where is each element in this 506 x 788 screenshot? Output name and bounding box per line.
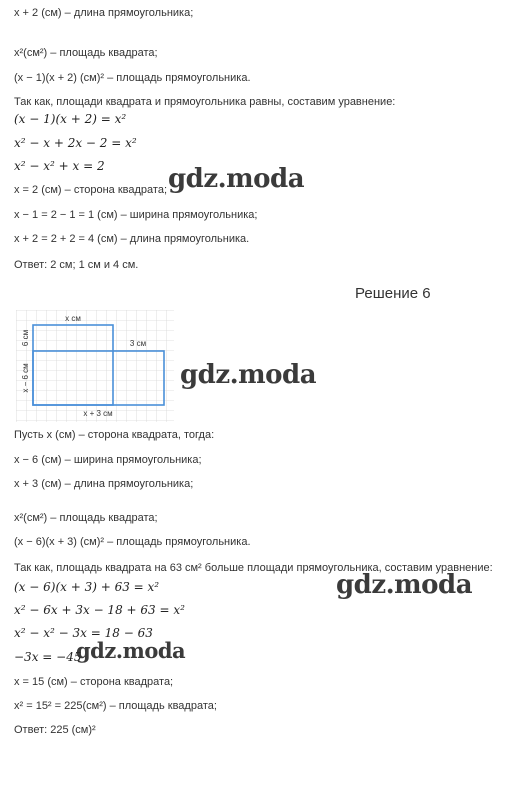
text-line: x − 6 (см) – ширина прямоугольника; <box>14 454 202 466</box>
text-line: (x − 1)(x + 2) (см)² – площадь прямоугольника. <box>14 72 251 84</box>
text-line: x²(см²) – площадь квадрата; <box>14 512 158 524</box>
watermark: gdz.moda <box>168 164 305 194</box>
label-side: x − 6 см <box>21 363 30 393</box>
label-right: 3 см <box>129 339 147 348</box>
equation: (x − 6)(x + 3) + 63 = x² <box>14 580 160 594</box>
text-line: x + 2 = 2 + 2 = 4 (см) – длина прямоугольника. <box>14 233 250 245</box>
watermark: gdz.moda <box>180 360 317 390</box>
watermark: gdz.moda <box>336 570 473 600</box>
answer-line: Ответ: 2 см; 1 см и 4 см. <box>14 259 139 271</box>
text-line: x = 2 (см) – сторона квадрата; <box>14 184 167 196</box>
watermark: gdz.moda <box>76 638 186 663</box>
text-line: x² = 15² = 225(см²) – площадь квадрата; <box>14 700 217 712</box>
text-line: Пусть x (см) – сторона квадрата, тогда: <box>14 429 215 441</box>
label-top: x см <box>65 314 81 323</box>
text-line: Так как, площади квадрата и прямоугольника равны, составим уравнение: <box>14 96 396 108</box>
text-line: x − 1 = 2 − 1 = 1 (см) – ширина прямоугольника; <box>14 209 258 221</box>
equation: −3x = −45 <box>14 650 82 664</box>
equation: x² − 6x + 3x − 18 + 63 = x² <box>14 603 185 617</box>
text-line: x + 2 (см) – длина прямоугольника; <box>14 7 194 19</box>
text-line: x = 15 (см) – сторона квадрата; <box>14 676 174 688</box>
answer-line: Ответ: 225 (см)² <box>14 724 96 736</box>
text-line: (x − 6)(x + 3) (см)² – площадь прямоугольника. <box>14 536 251 548</box>
equation: x² − x² − 3x = 18 − 63 <box>14 626 153 640</box>
equation: (x − 1)(x + 2) = x² <box>14 112 127 126</box>
equation: x² − x + 2x − 2 = x² <box>14 136 137 150</box>
rectangle-diagram <box>16 310 174 422</box>
label-bottom: x + 3 см <box>83 409 113 418</box>
text-line: Так как, площадь квадрата на 63 см² больше площади прямоугольника, составим уравнение: <box>14 562 493 574</box>
solution-title: Решение 6 <box>355 285 431 302</box>
label-side-top: 6 см <box>21 329 30 347</box>
equation: x² − x² + x = 2 <box>14 159 105 173</box>
text-line: x²(см²) – площадь квадрата; <box>14 47 158 59</box>
text-line: x + 3 (см) – длина прямоугольника; <box>14 478 194 490</box>
